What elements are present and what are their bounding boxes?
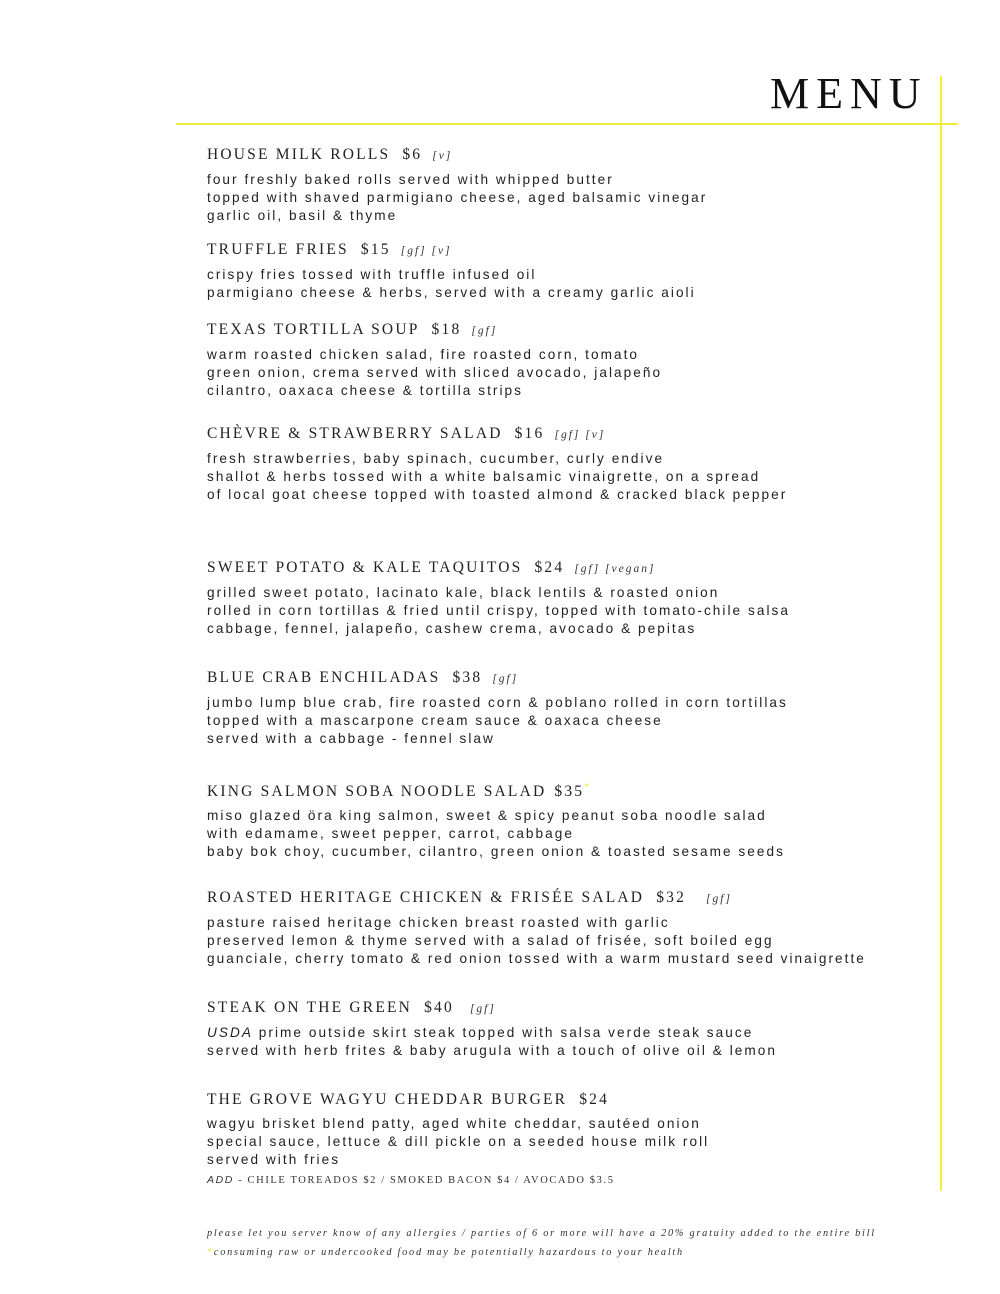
description-line: special sauce, lettuce & dill pickle on a seeded house milk roll — [207, 1133, 710, 1149]
item-heading — [207, 778, 785, 802]
dietary-tag: [v] — [432, 150, 453, 162]
item-price: $24 — [534, 559, 565, 576]
description-line: served with fries — [207, 1151, 341, 1167]
description-line: parmigiano cheese & herbs, served with a creamy garlic aioli — [207, 284, 696, 300]
dietary-tag: [gf] — [492, 673, 519, 685]
usda-label: USDA — [207, 1025, 253, 1040]
dietary-tag: [gf] — [706, 893, 732, 905]
item-price: $35 — [554, 783, 585, 801]
description-line — [207, 1024, 777, 1042]
footer-notes — [207, 1224, 876, 1262]
description-line: four freshly baked rolls served with whipped butter — [207, 172, 614, 187]
item-price: $24 — [579, 1091, 610, 1108]
menu-item — [207, 668, 788, 747]
description-line: baby bok choy, cucumber, cilantro, green onion & toasted sesame seeds — [207, 843, 785, 859]
description-line: miso glazed öra king salmon, sweet & spicy peanut soba noodle salad — [207, 808, 767, 824]
item-name: HOUSE MILK ROLLS — [207, 146, 391, 163]
item-price: $18 — [431, 321, 462, 338]
add-ons-text: - CHILE TOREADOS $2 / SMOKED BACON $4 / AVOCADO $3.5 — [233, 1175, 615, 1187]
description-line: crispy fries tossed with truffle infused oil — [207, 267, 537, 282]
description-line: shallot & herbs tossed with a white balsamic vinaigrette, on a spread — [207, 468, 761, 484]
item-description — [207, 346, 662, 399]
raw-food-warning — [207, 1243, 876, 1262]
item-name: STEAK ON THE GREEN — [207, 999, 413, 1016]
menu-item — [207, 320, 662, 399]
item-price: $15 — [360, 241, 391, 258]
description-line: with edamame, sweet pepper, carrot, cabbage — [207, 825, 574, 841]
description-line: wagyu brisket blend patty, aged white cheddar, sautéed onion — [207, 1116, 701, 1131]
item-description — [207, 1115, 709, 1168]
description-line: green onion, crema served with sliced avocado, jalapeño — [207, 364, 663, 380]
dietary-tag: [gf] — [471, 325, 498, 337]
description-line: preserved lemon & thyme served with a salad of frisée, soft boiled egg — [207, 932, 774, 948]
dietary-tag: [gf] — [469, 1003, 496, 1015]
item-description — [207, 171, 707, 224]
description-line: topped with shaved parmigiano cheese, aged balsamic vinegar — [207, 189, 708, 205]
vertical-divider-line — [940, 76, 942, 1191]
menu-item — [207, 145, 707, 224]
description-line: pasture raised heritage chicken breast roasted with garlic — [207, 915, 670, 930]
item-name: THE GROVE WAGYU CHEDDAR BURGER — [207, 1091, 568, 1108]
item-heading — [207, 145, 707, 166]
description-line: topped with a mascarpone cream sauce & oaxaca cheese — [207, 712, 663, 728]
item-name: BLUE CRAB ENCHILADAS — [207, 669, 441, 686]
item-heading — [207, 240, 696, 261]
add-label: ADD — [207, 1174, 234, 1187]
menu-item — [207, 424, 787, 503]
item-name: ROASTED HERITAGE CHICKEN & FRISÉE SALAD — [207, 889, 645, 906]
item-description — [207, 694, 788, 747]
raw-food-warning-text: consuming raw or undercooked food may be potentially hazardous to your health — [213, 1247, 684, 1258]
item-heading — [207, 668, 788, 689]
item-name: TRUFFLE FRIES — [207, 241, 349, 258]
menu-item — [207, 998, 777, 1060]
item-price: $38 — [452, 669, 483, 686]
description-line: served with herb frites & baby arugula with a touch of olive oil & lemon — [207, 1042, 777, 1058]
item-description — [207, 1024, 777, 1060]
item-description — [207, 584, 790, 637]
item-description — [207, 266, 696, 302]
item-heading — [207, 998, 777, 1019]
description-text: prime outside skirt steak topped with salsa verde steak sauce — [258, 1025, 754, 1040]
item-description — [207, 807, 785, 860]
description-line: of local goat cheese topped with toasted almond & cracked black pepper — [207, 486, 788, 502]
dietary-tag: [gf] [vegan] — [574, 563, 656, 575]
description-line: grilled sweet potato, lacinato kale, black lentils & roasted onion — [207, 585, 720, 600]
asterisk: * — [207, 1247, 214, 1258]
dietary-tag: [gf] [v] — [400, 245, 452, 257]
item-price: $16 — [514, 425, 545, 442]
item-heading — [207, 424, 787, 445]
allergy-note: please let you server know of any allergies / parties of 6 or more will have a 20% gratuity added to the entire bill — [207, 1228, 876, 1239]
raw-food-asterisk: * — [584, 782, 592, 793]
description-line: cabbage, fennel, jalapeño, cashew crema, avocado & pepitas — [207, 620, 697, 636]
description-line: served with a cabbage - fennel slaw — [207, 730, 495, 746]
item-price: $40 — [424, 999, 454, 1016]
item-name: TEXAS TORTILLA SOUP — [207, 321, 420, 338]
item-description — [207, 450, 787, 503]
description-line: fresh strawberries, baby spinach, cucumber, curly endive — [207, 451, 665, 466]
description-line: jumbo lump blue crab, fire roasted corn & poblano rolled in corn tortillas — [207, 695, 788, 710]
add-ons-line — [207, 1174, 709, 1186]
item-name: SWEET POTATO & KALE TAQUITOS — [207, 559, 523, 576]
description-line: warm roasted chicken salad, fire roasted corn, tomato — [207, 347, 640, 362]
item-name: CHÈVRE & STRAWBERRY SALAD — [207, 425, 503, 442]
item-heading — [207, 1090, 709, 1110]
item-price: $32 — [656, 889, 687, 906]
item-name: KING SALMON SOBA NOODLE SALAD — [207, 783, 547, 801]
menu-item — [207, 240, 696, 302]
menu-item — [207, 558, 790, 637]
item-heading — [207, 888, 866, 909]
menu-item — [207, 778, 785, 861]
menu-item — [207, 888, 866, 967]
item-description — [207, 914, 866, 967]
menu-title: MENU — [770, 69, 928, 118]
item-heading — [207, 320, 662, 341]
header-divider-line — [176, 123, 958, 125]
description-line: garlic oil, basil & thyme — [207, 207, 398, 223]
description-line: cilantro, oaxaca cheese & tortilla strips — [207, 382, 524, 398]
item-price: $6 — [402, 146, 423, 163]
menu-item — [207, 1090, 709, 1186]
dietary-tag: [gf] [v] — [554, 429, 606, 441]
item-heading — [207, 558, 790, 579]
description-line: guanciale, cherry tomato & red onion tossed with a warm mustard seed vinaigrette — [207, 950, 866, 966]
description-line: rolled in corn tortillas & fried until crispy, topped with tomato-chile salsa — [207, 602, 790, 618]
